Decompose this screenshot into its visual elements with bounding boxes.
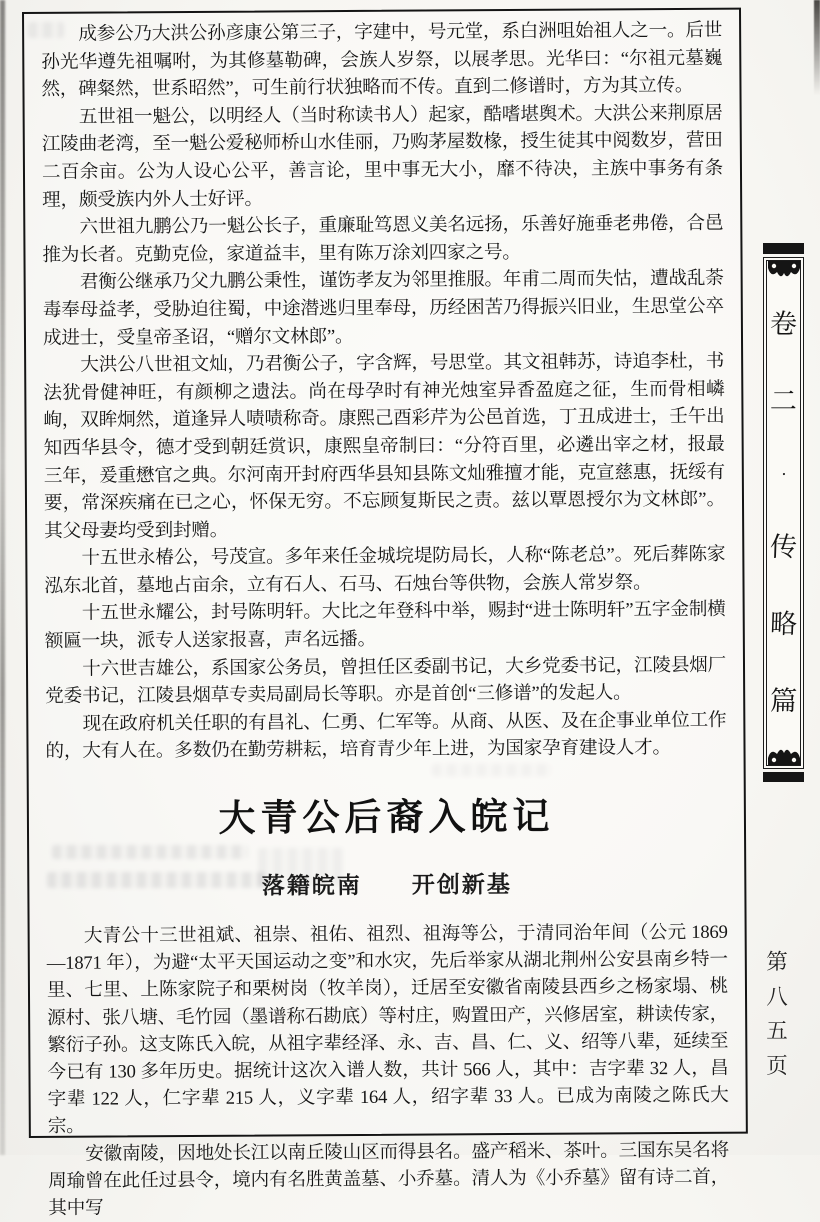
- tab-char: 略: [769, 608, 798, 639]
- section-title: 大青公后裔入皖记: [218, 796, 555, 840]
- page-text-content: [24, 10, 746, 1222]
- anhui-migration-section: [47, 919, 730, 1222]
- biography-section: [41, 17, 727, 766]
- scan-edge-shadow-right: [814, 0, 820, 95]
- page-number-char: 八: [766, 984, 788, 1009]
- page-number-char: 页: [766, 1053, 788, 1078]
- paragraph: 安徽南陵，因地处长江以南丘陵山区而得县名。盛产稻米、茶叶。三国东吴名将周瑜曾在此任过县令，境内有名胜黄盖墓、小乔墓。清人为《小乔墓》留有诗二首，其中写: [48, 1139, 730, 1219]
- page-text-frame: [22, 8, 748, 1219]
- paragraph: 大洪公八世祖文灿，乃君衡公子，字含辉，号思堂。其文祖韩苏，诗追李杜，书法犹骨健神旺，有颜柳之遗法。尚在母孕时有神光烛室异香盈庭之征，生而骨相嶙峋，双眸炯然，道逢异人啧啧称奇。康熙己酉彩芹为公邑首选，丁丑成进士，壬午出知西华县令，德才受到朝廷赏识，康熙皇帝制曰：“分符百里，必遴出宰之材，报最三年，爰重懋官之典。尔河南开封府西华县知县陈文灿雅擅才能，克宣慈惠，抚绥有要，常深疾痛在已之心，怀保无穷。不忘顾复斯民之责。兹以覃恩授尔为文林郎”。其父母妻均受到封赠。: [43, 350, 726, 542]
- paragraph: 君衡公继承乃父九鹏公秉性，谨饬孝友为邻里推服。年甫二周而失怙，遭战乱荼毒奉母益孝，受胁迫往蜀，中途潜逃归里奉母，历经困苦乃得振兴旧业，生思堂公卒成进士，受皇帝圣诏，“赠尔文林郎”。: [42, 268, 724, 349]
- page-number: [764, 952, 790, 1077]
- paragraph: 成参公乃大洪公孙彦康公第三子，字建中，号元堂，系白洲咀始祖人之一。后世孙光华遵先祖嘱咐，为其修墓勒碑，会族人岁祭，以展孝思。光华曰：“尔祖元墓巍然，碑粲然，世系昭然”，可生前行状独略而不传。直到二修谱时，方为其立传。: [41, 19, 723, 101]
- tab-panel-inner: [766, 260, 801, 766]
- tab-char: 卷: [769, 309, 798, 340]
- paragraph: 六世祖九鹏公乃一魁公长子，重廉耻笃恩义美名远扬，乐善好施垂老弗倦，合邑推为长者。克勤克俭，家道益丰，里有陈万涂刘四家之号。: [42, 212, 724, 266]
- cloud-ornament-icon: [768, 261, 800, 280]
- section-subtitle: 落籍皖南 开创新基: [261, 872, 512, 899]
- tab-bottom-bar: [763, 772, 804, 782]
- tab-char: 传: [769, 531, 798, 562]
- page-number-char: 第: [766, 950, 788, 974]
- paragraph: 十六世吉雄公，系国家公务员，曾担任区委副书记，大乡党委书记，江陵县烟厂党委书记，江陵县烟草专卖局副局长等职。亦是首创“三修谱”的发起人。: [45, 654, 727, 708]
- paragraph: 大青公十三世祖斌、祖崇、祖佑、祖烈、祖海等公，于清同治年间（公元 1869—1871 年），为避“太平天国运动之变”和水灾，先后举家从湖北荆州公安县南乡特一里、七里、上陈家院子和栗树岗（牧羊岗），迁居至安徽省南陵县西乡之杨家塌、桃源村、张八塘、毛竹园（墨谱称石勘底）等村庄，购置田产，兴修居室，耕读传家，繁衍子孙。这支陈氏入皖，从祖字辈经泽、永、吉、昌、仁、义、绍等八辈，延续至今已有 130 多年历史。据统计这次入谱人数，共计 566 人，其中：吉字辈 32 人，昌字辈 122 人，仁字辈 215 人，义字辈 164 人，绍字辈 33 人。已成为南陵之陈氏大宗。: [46, 921, 729, 1138]
- paragraph: 十五世永耀公，封号陈明轩。大比之年登科中举，赐封“进士陈明轩”五字金制横额匾一块，派专人送家报喜，声名远播。: [44, 599, 726, 652]
- tab-vertical-label: [770, 280, 797, 746]
- paragraph: 现在政府机关任职的有昌礼、仁勇、仁军等。从商、从医、及在企事业单位工作的，大有人在。多数仍在勤劳耕耘，培育青少年上进，为国家孕育建设人才。: [45, 709, 727, 763]
- tab-char: 篇: [769, 685, 798, 716]
- scan-edge-shadow-left: [0, 0, 5, 1155]
- tab-top-bar: [763, 243, 804, 254]
- page-number-char: 五: [766, 1019, 788, 1043]
- tab-char: ·: [780, 464, 787, 485]
- paragraph: 五世祖一魁公，以明经人（当时称读书人）起家，酷嗜堪舆术。大洪公来荆原居江陵曲老湾，至一魁公爱秘师桥山水佳丽，乃购茅屋数椽，授生徒其中阅数岁，营田二百余亩。公为人设心公平，善言论，里中事无大小，靡不待决，主族中事务有条理，颇受族内外人士好评。: [41, 102, 724, 211]
- volume-tab: [763, 243, 804, 782]
- cloud-ornament-icon: [768, 746, 800, 765]
- paragraph: 十五世永椿公，号茂宣。多年来任金城垸堤防局长，人称“陈老总”。死后葬陈家泓东北首，墓地占亩余，立有石人、石马、石烛台等供物，会族人常岁祭。: [44, 543, 726, 597]
- tab-char: 二: [769, 386, 798, 417]
- tab-panel: [763, 257, 804, 769]
